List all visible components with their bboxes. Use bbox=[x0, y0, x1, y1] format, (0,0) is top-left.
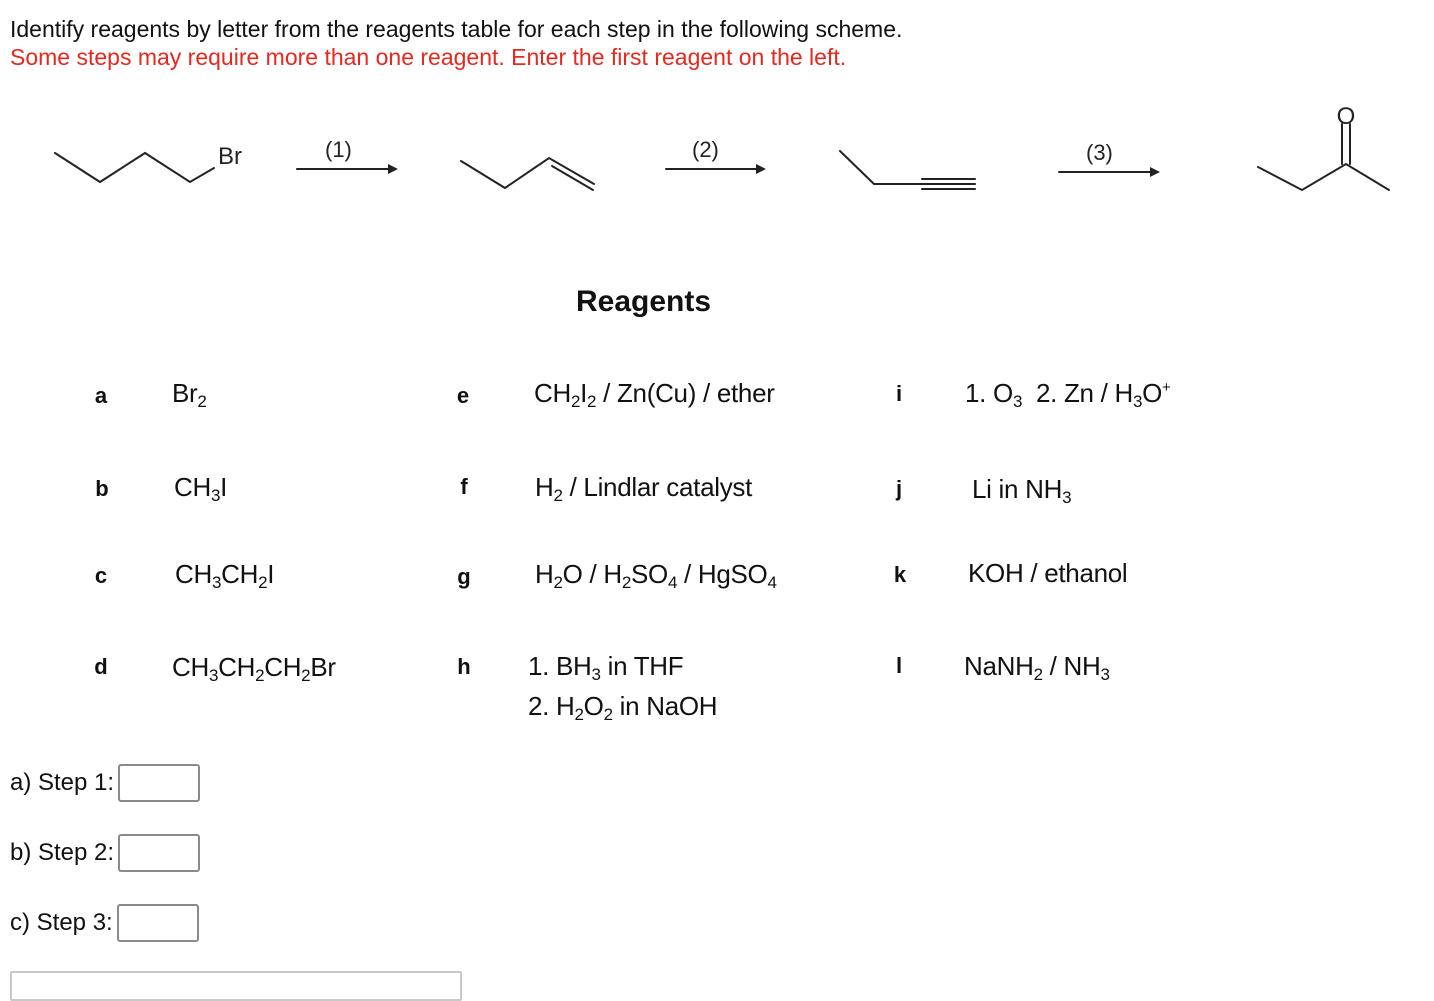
reagent-letter-b: b bbox=[95, 476, 109, 501]
reagent-letter-e: e bbox=[456, 383, 470, 408]
oxygen-label: O bbox=[1336, 103, 1356, 130]
reagent-letter-c: c bbox=[94, 563, 108, 588]
reagent-letter-a: a bbox=[94, 383, 108, 408]
step-3-input[interactable] bbox=[117, 904, 199, 942]
step-1-row bbox=[10, 763, 200, 803]
bromobutane-structure bbox=[55, 153, 214, 182]
step-2-input[interactable] bbox=[118, 834, 200, 872]
instruction-text: Identify reagents by letter from the reagents table for each step in the following scheme. bbox=[10, 16, 903, 42]
instruction-note: Some steps may require more than one reagent. Enter the first reagent on the left. bbox=[10, 44, 847, 70]
reagent-letter-k: k bbox=[893, 562, 907, 587]
reagent-i: 1. $O_3$ 2. Zn / $H_3O^+$ bbox=[965, 378, 1171, 411]
butene-structure bbox=[461, 158, 594, 188]
arrow-1-label: (1) bbox=[325, 137, 352, 162]
reagent-k: KOH / ethanol bbox=[968, 558, 1128, 588]
reagent-b: $CH_3I$ bbox=[174, 472, 228, 505]
reagent-letter-i: i bbox=[895, 381, 903, 406]
reagent-f: $H_2$ / Lindlar catalyst bbox=[535, 472, 753, 505]
step-2-row bbox=[10, 833, 200, 873]
step-2-label: b) Step 2: bbox=[10, 839, 115, 866]
reagent-letter-j: j bbox=[895, 476, 903, 501]
butanone-structure bbox=[1258, 164, 1389, 190]
arrow-3-label: (3) bbox=[1086, 140, 1113, 165]
step-3-row bbox=[10, 903, 199, 943]
butyne-structure bbox=[840, 151, 922, 184]
reagent-c: $CH_3CH_2I$ bbox=[175, 559, 275, 592]
step-1-label: a) Step 1: bbox=[10, 769, 115, 796]
reaction-scheme bbox=[0, 0, 1434, 240]
reagent-h: 1. $BH_3$ in THF 2. $H_2O_2$ in NaOH bbox=[528, 651, 718, 724]
reagent-letter-l: l bbox=[895, 653, 903, 678]
reagent-e: $CH_2I_2 / Zn(Cu)$ / ether bbox=[534, 378, 775, 411]
reagent-letter-h: h bbox=[457, 654, 471, 679]
arrow-2-label: (2) bbox=[692, 137, 719, 162]
step-3-label: c) Step 3: bbox=[10, 909, 113, 936]
reagent-l: NaNH$_2$ / $NH_3$ bbox=[964, 651, 1110, 684]
submit-area[interactable] bbox=[10, 971, 462, 1001]
reagent-letter-g: g bbox=[457, 564, 471, 589]
bromine-label: Br bbox=[218, 143, 242, 170]
reagent-letter-d: d bbox=[94, 654, 108, 679]
reagent-letter-f: f bbox=[460, 474, 468, 499]
reagent-a: $Br_2$ bbox=[172, 378, 207, 411]
reagent-j: Li in $NH_3$ bbox=[972, 474, 1072, 507]
reagents-title: Reagents bbox=[576, 285, 712, 318]
reagent-g: $H_2O / H_2SO_4$ / HgSO$_4$ bbox=[535, 559, 777, 592]
step-1-input[interactable] bbox=[118, 764, 200, 802]
reagent-d: $CH_3CH_2CH_2Br$ bbox=[172, 652, 336, 685]
